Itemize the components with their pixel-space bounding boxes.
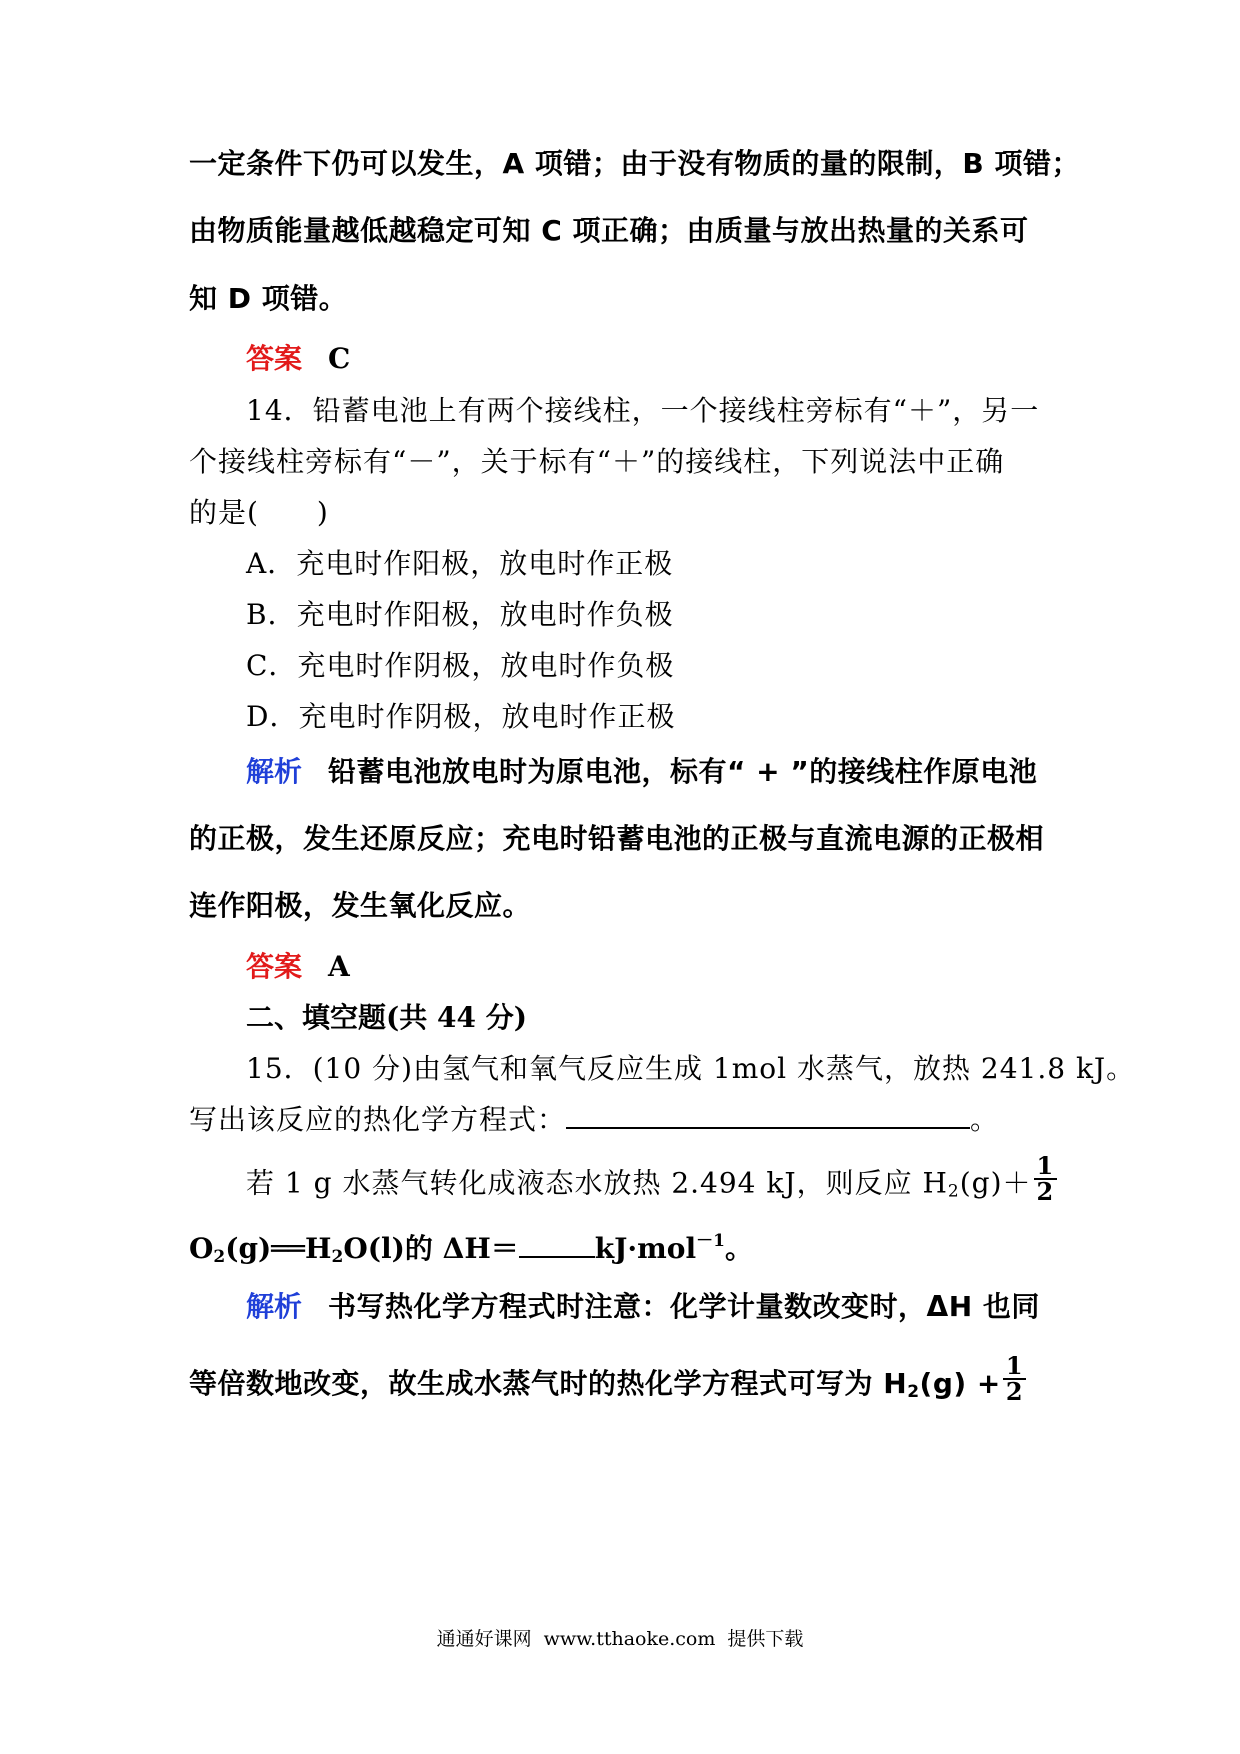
question-text: (g)＋ <box>959 1166 1032 1200</box>
question-line: 14．铅蓄电池上有两个接线柱，一个接线柱旁标有“＋”，另一 <box>246 394 1040 427</box>
fraction-denominator: 2 <box>1036 1177 1055 1206</box>
analysis-row <box>246 750 1037 790</box>
answer-value: C <box>328 342 351 375</box>
subscript: 2 <box>331 1247 344 1267</box>
footer-url[interactable]: www.tthaoke.com <box>543 1628 716 1650</box>
answer-blank[interactable] <box>519 1232 595 1258</box>
punctuation: 。 <box>970 1103 1000 1136</box>
analysis-line: 的正极，发生还原反应；充电时铅蓄电池的正极与直流电源的正极相 <box>189 822 1045 855</box>
fraction <box>1003 1351 1026 1406</box>
subscript: 2 <box>907 1382 920 1402</box>
answer-value: A <box>328 950 350 983</box>
option-a: A．充电时作阳极，放电时作正极 <box>246 547 674 580</box>
analysis-text: 书写热化学方程式时注意：化学计量数改变时，ΔH 也同 <box>328 1290 1040 1323</box>
question-line: 的是( ) <box>189 496 329 529</box>
subscript: 2 <box>947 1181 960 1202</box>
equation-text: (g)══H <box>225 1232 332 1265</box>
analysis-text: 铅蓄电池放电时为原电池，标有“ + ”的接线柱作原电池 <box>328 755 1038 788</box>
fraction-numerator: 1 <box>1003 1354 1026 1380</box>
analysis-line: 连作阳极，发生氧化反应。 <box>189 889 532 922</box>
superscript: －1 <box>696 1231 725 1251</box>
question-line: 个接线柱旁标有“－”，关于标有“＋”的接线柱，下列说法中正确 <box>189 445 1005 478</box>
footer-site-name: 通通好课网 <box>436 1628 532 1650</box>
answer-label: 答案 <box>246 950 303 983</box>
analysis-line <box>189 1351 1026 1410</box>
fraction-numerator: 1 <box>1034 1154 1058 1180</box>
page-footer <box>0 1624 1240 1651</box>
analysis-text: 等倍数地改变，故生成水蒸气时的热化学方程式可写为 H <box>189 1367 908 1400</box>
analysis-text: (g) + <box>919 1367 1001 1400</box>
answer-label: 答案 <box>246 342 303 375</box>
answer-row <box>246 337 350 377</box>
paragraph-line: 由物质能量越低越稳定可知 C 项正确；由质量与放出热量的关系可 <box>189 214 1029 247</box>
equation-text: O <box>189 1232 214 1265</box>
analysis-label: 解析 <box>246 755 303 788</box>
question-line <box>246 1151 1057 1210</box>
punctuation: 。 <box>724 1232 753 1265</box>
question-text: 写出该反应的热化学方程式： <box>189 1103 567 1136</box>
analysis-row <box>246 1285 1040 1325</box>
answer-row <box>246 945 350 985</box>
paragraph-line: 知 D 项错。 <box>189 282 348 315</box>
fraction <box>1034 1151 1058 1206</box>
option-c: C．充电时作阴极，放电时作负极 <box>246 649 675 682</box>
analysis-label: 解析 <box>246 1290 303 1323</box>
option-d: D．充电时作阴极，放电时作正极 <box>246 700 676 733</box>
fraction-denominator: 2 <box>1005 1377 1024 1406</box>
option-b: B．充电时作阳极，放电时作负极 <box>246 598 674 631</box>
unit-text: kJ·mol <box>594 1232 697 1265</box>
answer-blank[interactable] <box>566 1103 970 1129</box>
equation-line <box>189 1226 753 1267</box>
question-line <box>189 1098 999 1138</box>
paragraph-line: 一定条件下仍可以发生，A 项错；由于没有物质的量的限制，B 项错； <box>189 147 1081 180</box>
subscript: 2 <box>213 1247 226 1267</box>
question-text: 若 1 g 水蒸气转化成液态水放热 2.494 kJ，则反应 H <box>246 1166 948 1200</box>
section-title: 二、填空题(共 44 分) <box>246 1001 527 1034</box>
question-line: 15．(10 分)由氢气和氧气反应生成 1mol 水蒸气，放热 241.8 kJ。 <box>246 1052 1136 1085</box>
footer-tail: 提供下载 <box>727 1628 804 1650</box>
equation-text: O(l)的 ΔH＝ <box>343 1232 519 1265</box>
